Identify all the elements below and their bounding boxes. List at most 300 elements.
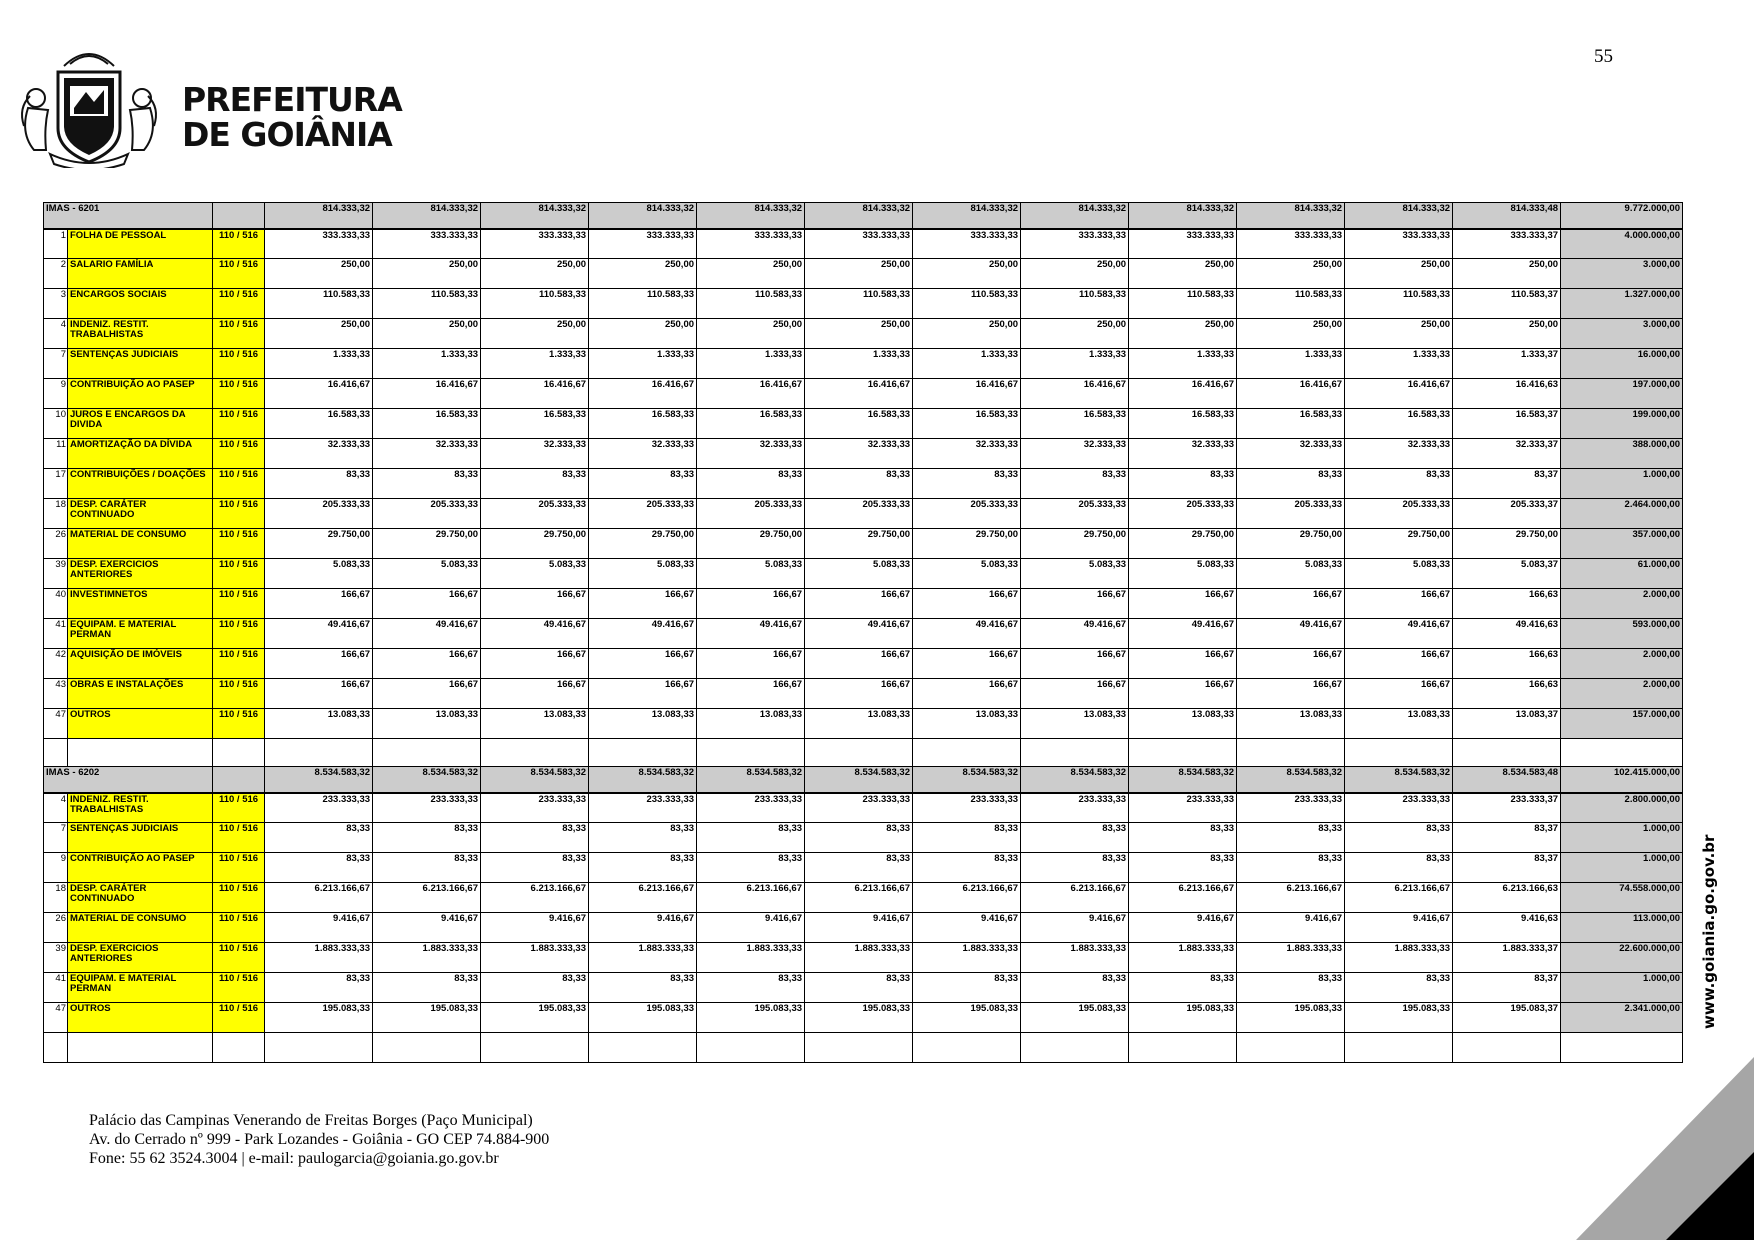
row-code: 110 / 516 [213,973,265,1003]
row-month-value: 32.333,33 [1021,439,1129,469]
row-month-value: 250,00 [697,259,805,289]
group-month-value: 814.333,32 [1129,203,1237,229]
row-month-value: 83,33 [697,469,805,499]
row-month-value: 32.333,33 [373,439,481,469]
table-row [44,469,1683,499]
table-row [44,439,1683,469]
row-month-value: 6.213.166,67 [481,883,589,913]
row-month-value: 13.083,33 [1021,709,1129,739]
row-month-value: 6.213.166,67 [805,883,913,913]
row-description: DESP. EXERCICIOS ANTERIORES [68,559,213,589]
row-month-value: 250,00 [913,259,1021,289]
row-month-value: 83,33 [1345,469,1453,499]
group-month-value: 8.534.583,32 [805,767,913,793]
row-index: 9 [44,853,68,883]
row-month-value: 166,67 [913,679,1021,709]
group-month-value: 814.333,32 [805,203,913,229]
row-month-value: 83,33 [913,469,1021,499]
row-month-value: 233.333,33 [805,793,913,823]
row-total: 16.000,00 [1561,349,1683,379]
row-description: SENTENÇAS JUDICIAIS [68,823,213,853]
row-month-value: 83,33 [913,853,1021,883]
table-row [44,1003,1683,1033]
group-month-value: 8.534.583,32 [1021,767,1129,793]
empty-cell [1021,1033,1129,1063]
row-month-value: 16.416,67 [805,379,913,409]
row-description: DESP. CARÁTER CONTINUADO [68,883,213,913]
row-month-value: 83,33 [481,853,589,883]
row-month-value: 166,67 [265,589,373,619]
row-month-value: 333.333,33 [1129,229,1237,259]
row-month-value: 13.083,33 [481,709,589,739]
row-description: FOLHA DE PESSOAL [68,229,213,259]
row-month-value: 83,33 [1345,823,1453,853]
row-total: 357.000,00 [1561,529,1683,559]
row-index: 17 [44,469,68,499]
row-month-value: 13.083,33 [1129,709,1237,739]
row-month-value: 29.750,00 [1345,529,1453,559]
table-row [44,529,1683,559]
row-total: 2.000,00 [1561,649,1683,679]
row-month-value: 16.416,67 [1021,379,1129,409]
row-month-value: 1.333,33 [481,349,589,379]
row-month-value: 9.416,67 [265,913,373,943]
row-month-value: 250,00 [1345,319,1453,349]
row-index: 18 [44,883,68,913]
row-month-value: 13.083,33 [1237,709,1345,739]
empty-cell [373,1033,481,1063]
row-month-value: 1.333,33 [1237,349,1345,379]
row-month-value: 16.583,37 [1453,409,1561,439]
row-month-value: 166,67 [805,649,913,679]
group-code [213,203,265,229]
row-month-value: 110.583,33 [373,289,481,319]
empty-cell [913,1033,1021,1063]
row-code: 110 / 516 [213,913,265,943]
row-month-value: 9.416,67 [589,913,697,943]
row-month-value: 1.883.333,33 [1237,943,1345,973]
row-month-value: 16.583,33 [1345,409,1453,439]
row-code: 110 / 516 [213,439,265,469]
row-month-value: 16.583,33 [265,409,373,439]
row-month-value: 5.083,33 [589,559,697,589]
empty-cell [1237,739,1345,767]
table-row [44,379,1683,409]
group-month-value: 8.534.583,32 [373,767,481,793]
row-month-value: 333.333,33 [589,229,697,259]
row-month-value: 83,33 [1129,973,1237,1003]
row-month-value: 110.583,33 [805,289,913,319]
row-month-value: 195.083,33 [697,1003,805,1033]
spacer-row [44,739,1683,767]
row-month-value: 1.883.333,33 [373,943,481,973]
group-month-value: 8.534.583,32 [481,767,589,793]
row-month-value: 1.883.333,33 [1345,943,1453,973]
table-row [44,409,1683,439]
table-row [44,793,1683,823]
empty-cell [1345,1033,1453,1063]
row-total: 197.000,00 [1561,379,1683,409]
row-total: 2.341.000,00 [1561,1003,1683,1033]
row-total: 3.000,00 [1561,259,1683,289]
row-month-value: 205.333,33 [805,499,913,529]
row-index: 4 [44,793,68,823]
row-month-value: 83,33 [697,823,805,853]
table-row [44,649,1683,679]
row-month-value: 32.333,33 [481,439,589,469]
row-month-value: 83,33 [589,973,697,1003]
row-index: 7 [44,823,68,853]
row-month-value: 250,00 [265,319,373,349]
row-month-value: 233.333,33 [1021,793,1129,823]
row-month-value: 16.416,67 [481,379,589,409]
row-month-value: 250,00 [1129,259,1237,289]
group-code [213,767,265,793]
row-month-value: 250,00 [805,259,913,289]
row-month-value: 49.416,67 [697,619,805,649]
row-month-value: 83,33 [481,973,589,1003]
row-total: 593.000,00 [1561,619,1683,649]
budget-table [43,202,1683,1063]
row-month-value: 83,33 [805,823,913,853]
row-month-value: 16.416,63 [1453,379,1561,409]
row-total: 1.327.000,00 [1561,289,1683,319]
row-description: EQUIPAM. E MATERIAL PERMAN [68,619,213,649]
row-month-value: 83,33 [589,469,697,499]
row-index: 47 [44,1003,68,1033]
row-index: 40 [44,589,68,619]
row-index: 39 [44,943,68,973]
row-month-value: 83,33 [1345,853,1453,883]
row-month-value: 16.583,33 [589,409,697,439]
row-code: 110 / 516 [213,619,265,649]
row-month-value: 166,67 [697,649,805,679]
row-month-value: 29.750,00 [1021,529,1129,559]
row-month-value: 9.416,67 [1021,913,1129,943]
group-month-value: 8.534.583,48 [1453,767,1561,793]
row-description: ENCARGOS SOCIAIS [68,289,213,319]
row-month-value: 9.416,67 [1129,913,1237,943]
row-month-value: 250,00 [1129,319,1237,349]
row-index: 1 [44,229,68,259]
row-code: 110 / 516 [213,499,265,529]
row-month-value: 49.416,67 [481,619,589,649]
row-code: 110 / 516 [213,883,265,913]
brand-line-1: PREFEITURA [182,80,402,119]
row-month-value: 83,33 [481,823,589,853]
row-month-value: 233.333,33 [913,793,1021,823]
row-month-value: 83,33 [1129,823,1237,853]
row-month-value: 13.083,37 [1453,709,1561,739]
row-month-value: 166,67 [265,679,373,709]
row-month-value: 83,33 [481,469,589,499]
row-month-value: 195.083,33 [265,1003,373,1033]
row-code: 110 / 516 [213,649,265,679]
row-month-value: 166,67 [913,649,1021,679]
row-month-value: 250,00 [1453,259,1561,289]
spacer-row [44,1033,1683,1063]
row-month-value: 5.083,33 [481,559,589,589]
empty-cell [1129,739,1237,767]
row-month-value: 16.583,33 [373,409,481,439]
empty-cell [213,739,265,767]
row-month-value: 49.416,67 [1129,619,1237,649]
group-month-value: 8.534.583,32 [697,767,805,793]
row-code: 110 / 516 [213,529,265,559]
row-month-value: 166,67 [373,679,481,709]
row-month-value: 16.583,33 [805,409,913,439]
row-month-value: 49.416,67 [265,619,373,649]
row-month-value: 166,63 [1453,649,1561,679]
empty-cell [1345,739,1453,767]
row-month-value: 16.583,33 [913,409,1021,439]
empty-cell [68,1033,213,1063]
table-row [44,943,1683,973]
row-month-value: 166,67 [805,679,913,709]
row-month-value: 29.750,00 [373,529,481,559]
row-description: OUTROS [68,1003,213,1033]
row-month-value: 9.416,67 [1345,913,1453,943]
row-month-value: 6.213.166,67 [373,883,481,913]
row-month-value: 1.333,33 [1345,349,1453,379]
row-index: 4 [44,319,68,349]
footer-line-2: Av. do Cerrado nº 999 - Park Lozandes - Goiânia - GO CEP 74.884-900 [89,1131,550,1148]
row-description: CONTRIBUIÇÃO AO PASEP [68,853,213,883]
row-description: JUROS E ENCARGOS DA DIVIDA [68,409,213,439]
row-month-value: 250,00 [913,319,1021,349]
row-month-value: 83,33 [1345,973,1453,1003]
row-month-value: 333.333,33 [481,229,589,259]
row-total: 388.000,00 [1561,439,1683,469]
row-month-value: 6.213.166,67 [1345,883,1453,913]
row-month-value: 49.416,67 [1237,619,1345,649]
empty-cell [913,739,1021,767]
group-month-value: 8.534.583,32 [1129,767,1237,793]
row-month-value: 49.416,67 [805,619,913,649]
row-month-value: 49.416,67 [913,619,1021,649]
row-month-value: 83,33 [265,853,373,883]
row-month-value: 29.750,00 [1129,529,1237,559]
table-row [44,349,1683,379]
row-description: INVESTIMNETOS [68,589,213,619]
row-description: CONTRIBUIÇÃO AO PASEP [68,379,213,409]
table-row [44,823,1683,853]
row-month-value: 250,00 [481,259,589,289]
row-month-value: 83,33 [265,469,373,499]
row-month-value: 166,67 [1345,679,1453,709]
row-code: 110 / 516 [213,943,265,973]
row-index: 39 [44,559,68,589]
row-month-value: 166,67 [805,589,913,619]
row-month-value: 83,33 [265,823,373,853]
row-month-value: 6.213.166,67 [1129,883,1237,913]
row-index: 42 [44,649,68,679]
row-code: 110 / 516 [213,793,265,823]
row-month-value: 250,00 [589,259,697,289]
row-month-value: 9.416,63 [1453,913,1561,943]
row-month-value: 205.333,37 [1453,499,1561,529]
row-index: 41 [44,619,68,649]
row-month-value: 83,33 [1237,823,1345,853]
row-description: DESP. CARÁTER CONTINUADO [68,499,213,529]
row-index: 3 [44,289,68,319]
empty-cell [1021,739,1129,767]
row-month-value: 49.416,67 [1345,619,1453,649]
row-code: 110 / 516 [213,259,265,289]
row-month-value: 233.333,33 [1237,793,1345,823]
row-month-value: 166,67 [481,679,589,709]
row-month-value: 166,67 [589,679,697,709]
table-row [44,229,1683,259]
row-description: INDENIZ. RESTIT. TRABALHISTAS [68,319,213,349]
row-month-value: 195.083,37 [1453,1003,1561,1033]
row-month-value: 333.333,33 [1021,229,1129,259]
row-month-value: 333.333,33 [805,229,913,259]
row-month-value: 83,33 [1021,469,1129,499]
row-month-value: 1.883.333,33 [1129,943,1237,973]
row-description: OBRAS E INSTALAÇÕES [68,679,213,709]
row-month-value: 5.083,33 [1021,559,1129,589]
row-index: 26 [44,913,68,943]
row-month-value: 9.416,67 [913,913,1021,943]
row-month-value: 83,33 [1021,823,1129,853]
row-total: 22.600.000,00 [1561,943,1683,973]
row-month-value: 166,67 [1129,649,1237,679]
row-month-value: 29.750,00 [481,529,589,559]
row-total: 74.558.000,00 [1561,883,1683,913]
row-month-value: 1.333,33 [697,349,805,379]
row-month-value: 83,37 [1453,973,1561,1003]
row-code: 110 / 516 [213,679,265,709]
row-month-value: 16.416,67 [913,379,1021,409]
row-index: 9 [44,379,68,409]
row-month-value: 195.083,33 [589,1003,697,1033]
row-month-value: 13.083,33 [1345,709,1453,739]
brand-line-2: DE GOIÂNIA [182,115,392,154]
empty-cell [589,739,697,767]
row-month-value: 83,33 [913,973,1021,1003]
row-month-value: 9.416,67 [1237,913,1345,943]
row-month-value: 9.416,67 [373,913,481,943]
row-month-value: 110.583,33 [1237,289,1345,319]
empty-cell [481,739,589,767]
row-description: AMORTIZAÇÃO DA DÍVIDA [68,439,213,469]
row-month-value: 195.083,33 [481,1003,589,1033]
row-month-value: 166,67 [481,589,589,619]
empty-cell [481,1033,589,1063]
group-month-value: 814.333,48 [1453,203,1561,229]
group-total: 9.772.000,00 [1561,203,1683,229]
row-month-value: 333.333,37 [1453,229,1561,259]
row-month-value: 250,00 [1453,319,1561,349]
group-month-value: 814.333,32 [373,203,481,229]
row-month-value: 13.083,33 [265,709,373,739]
row-month-value: 1.883.333,33 [265,943,373,973]
row-month-value: 83,33 [1021,973,1129,1003]
row-month-value: 32.333,33 [697,439,805,469]
row-month-value: 5.083,33 [265,559,373,589]
row-code: 110 / 516 [213,289,265,319]
group-label: IMAS - 6201 [44,203,213,229]
row-month-value: 83,33 [589,823,697,853]
row-month-value: 110.583,33 [265,289,373,319]
row-month-value: 233.333,33 [589,793,697,823]
row-month-value: 333.333,33 [373,229,481,259]
row-month-value: 5.083,33 [1129,559,1237,589]
footer-line-1: Palácio das Campinas Venerando de Freitas Borges (Paço Municipal) [89,1112,533,1129]
row-month-value: 166,67 [1129,589,1237,619]
row-month-value: 250,00 [1021,319,1129,349]
row-month-value: 83,33 [805,853,913,883]
row-total: 2.800.000,00 [1561,793,1683,823]
row-code: 110 / 516 [213,589,265,619]
empty-cell [44,739,68,767]
row-month-value: 205.333,33 [481,499,589,529]
group-month-value: 814.333,32 [1021,203,1129,229]
row-month-value: 233.333,33 [265,793,373,823]
row-month-value: 29.750,00 [589,529,697,559]
row-month-value: 29.750,00 [913,529,1021,559]
row-month-value: 1.333,33 [265,349,373,379]
empty-cell [697,739,805,767]
row-code: 110 / 516 [213,349,265,379]
row-month-value: 195.083,33 [1237,1003,1345,1033]
row-month-value: 32.333,33 [1237,439,1345,469]
budget-table-body [44,203,1683,1063]
row-code: 110 / 516 [213,709,265,739]
row-index: 41 [44,973,68,1003]
row-month-value: 83,33 [805,973,913,1003]
row-month-value: 166,67 [1345,649,1453,679]
row-month-value: 83,33 [589,853,697,883]
group-month-value: 814.333,32 [265,203,373,229]
row-month-value: 9.416,67 [697,913,805,943]
row-description: MATERIAL DE CONSUMO [68,913,213,943]
empty-cell [1561,739,1683,767]
row-month-value: 6.213.166,67 [265,883,373,913]
row-month-value: 9.416,67 [805,913,913,943]
row-month-value: 5.083,33 [373,559,481,589]
row-month-value: 16.416,67 [1237,379,1345,409]
row-month-value: 83,33 [1021,853,1129,883]
row-description: INDENIZ. RESTIT. TRABALHISTAS [68,793,213,823]
row-month-value: 6.213.166,67 [697,883,805,913]
table-row [44,913,1683,943]
row-month-value: 6.213.166,67 [1237,883,1345,913]
row-index: 11 [44,439,68,469]
row-month-value: 83,33 [1129,469,1237,499]
row-month-value: 49.416,67 [373,619,481,649]
row-month-value: 16.416,67 [697,379,805,409]
row-month-value: 83,33 [1129,853,1237,883]
row-month-value: 16.583,33 [697,409,805,439]
row-month-value: 6.213.166,63 [1453,883,1561,913]
row-description: OUTROS [68,709,213,739]
row-month-value: 333.333,33 [1237,229,1345,259]
row-code: 110 / 516 [213,1003,265,1033]
row-month-value: 16.583,33 [481,409,589,439]
row-month-value: 9.416,67 [481,913,589,943]
row-month-value: 166,67 [481,649,589,679]
row-description: SENTENÇAS JUDICIAIS [68,349,213,379]
row-month-value: 29.750,00 [697,529,805,559]
row-month-value: 166,67 [697,679,805,709]
row-month-value: 29.750,00 [1237,529,1345,559]
row-month-value: 83,37 [1453,853,1561,883]
row-index: 7 [44,349,68,379]
table-row [44,679,1683,709]
row-month-value: 250,00 [481,319,589,349]
